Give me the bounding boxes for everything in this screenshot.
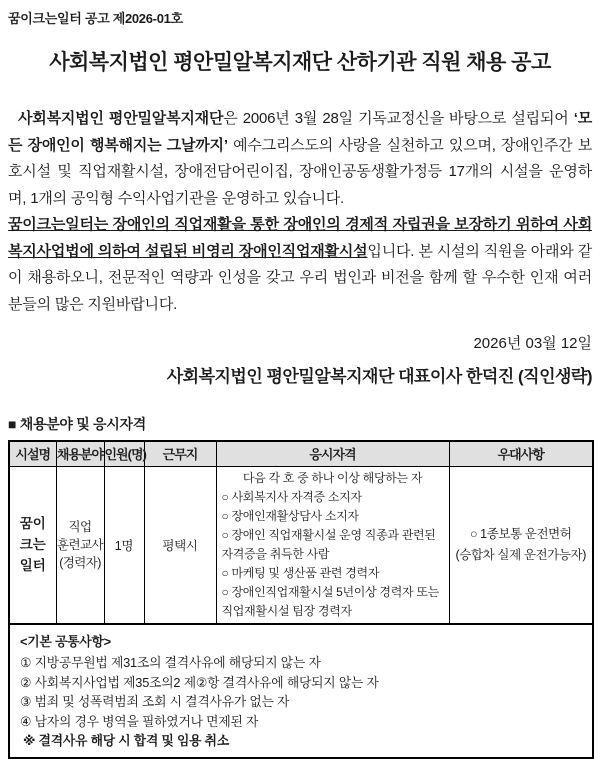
page-title: 사회복지법인 평안밀알복지재단 산하기관 직원 채용 공고 — [49, 51, 551, 74]
eligibility-item: ○ 장애인 직업재활시설 운영 직종과 관련된 자격증을 취득한 사람 — [221, 527, 436, 561]
header-location: 근무지 — [144, 441, 216, 466]
org-name-bold: 사회복지법인 평안밀알복지재단 — [18, 110, 224, 127]
facility-description-underlined: 꿈이크는일터는 장애인의 직업재활을 통한 장애인의 경제적 자립권을 보장하기 위하여 사회복지사업법에 의하여 설립된 비영리 장애인직업재활시설 — [8, 216, 592, 260]
facility-line: 크는 — [19, 537, 46, 552]
eligibility-item: ○ 장애인재활상담사 소지자 — [221, 508, 359, 523]
section-title: ■ 채용분야 및 응시자격 — [8, 416, 146, 432]
signature-line: 사회복지법인 평안밀알복지재단 대표이사 한덕진 (직인생략) — [166, 367, 592, 386]
header-facility: 시설명 — [9, 441, 56, 466]
common-requirement-item: ④ 남자의 경우 병역을 필하였거나 면제된 자 — [20, 713, 259, 729]
eligibility-item: ○ 사회복지사 자격증 소지자 — [221, 489, 362, 504]
announcement-date: 2026년 03월 12일 — [473, 335, 592, 352]
common-requirement-item: ② 사회복지사업법 제35조의2 제②항 결격사유에 해당되지 않는 자 — [20, 674, 379, 690]
position-line: 훈련교사 — [57, 537, 103, 552]
common-requirements-cell — [9, 624, 593, 758]
header-preferred: 우대사항 — [449, 441, 593, 466]
table-header-row — [9, 441, 593, 466]
header-position: 채용분야 — [56, 441, 104, 466]
intro-segment: 예수그리스도의 사랑을 실천하고 있으며, 장애인주간 보호시설 및 직업재활시설, 장애전담어린이집, 장애인공동생활가정등 17개의 시설을 운영하며, 1개의 공익형 수익사업기관을 운영하고 있습니다. — [8, 136, 592, 207]
preferred-line: (승합차 실제 운전가능자) — [455, 547, 586, 562]
position-cell — [56, 466, 104, 624]
intro-text — [8, 106, 592, 318]
disqualification-warning: ※ 결격사유 해당 시 합격 및 임용 취소 — [23, 733, 229, 748]
headcount-cell: 1명 — [104, 466, 144, 624]
slogan-bold: ‘모든 장애인이 행복해지는 그날까지’ — [8, 110, 592, 154]
doc-number: 꿈이크는일터 공고 제2026-01호 — [8, 11, 183, 26]
header-headcount: 인원(명) — [104, 441, 144, 466]
eligibility-item: ○ 장애인직업재활시설 5년이상 경력자 또는 직업재활시설 팀장 경력자 — [221, 584, 439, 618]
intro-segment: 은 2006년 3월 28일 기독교정신을 바탕으로 설립되어 — [223, 110, 574, 127]
facility-cell — [9, 466, 56, 624]
intro-paragraph-1 — [8, 106, 592, 212]
common-requirements-title: <기본 공통사항> — [20, 633, 111, 649]
common-requirements-row — [9, 624, 593, 758]
header-eligibility: 응시자격 — [216, 441, 449, 466]
common-requirement-item: ① 지방공무원법 제31조의 결격사유에 해당되지 않는 자 — [20, 655, 321, 670]
position-line: 직업 — [68, 519, 92, 534]
intro-paragraph-2 — [8, 212, 592, 318]
location-cell: 평택시 — [144, 466, 216, 624]
position-line: (경력자) — [59, 555, 101, 570]
facility-line: 꿈이 — [19, 516, 46, 531]
eligibility-title: 다음 각 호 중 하나 이상 해당하는 자 — [242, 470, 423, 485]
facility-line: 일터 — [19, 558, 46, 573]
preferred-line: ○ 1종보통 운전면허 — [469, 526, 572, 541]
table-row — [9, 466, 593, 624]
common-requirement-item: ③ 범죄 및 성폭력범죄 조회 시 결격사유가 없는 자 — [20, 694, 290, 709]
preferred-cell — [449, 466, 593, 624]
eligibility-item: ○ 마케팅 및 생산품 관련 경력자 — [221, 565, 380, 580]
recruitment-table — [8, 440, 594, 759]
eligibility-cell — [216, 466, 449, 624]
intro-segment: 입니다. 본 시설의 직원을 아래와 같이 채용하오니, 전문적인 역량과 인성을 갖고 우리 법인과 비전을 함께 할 우수한 인재 여러분들의 많은 지원바랍니다. — [8, 242, 592, 313]
